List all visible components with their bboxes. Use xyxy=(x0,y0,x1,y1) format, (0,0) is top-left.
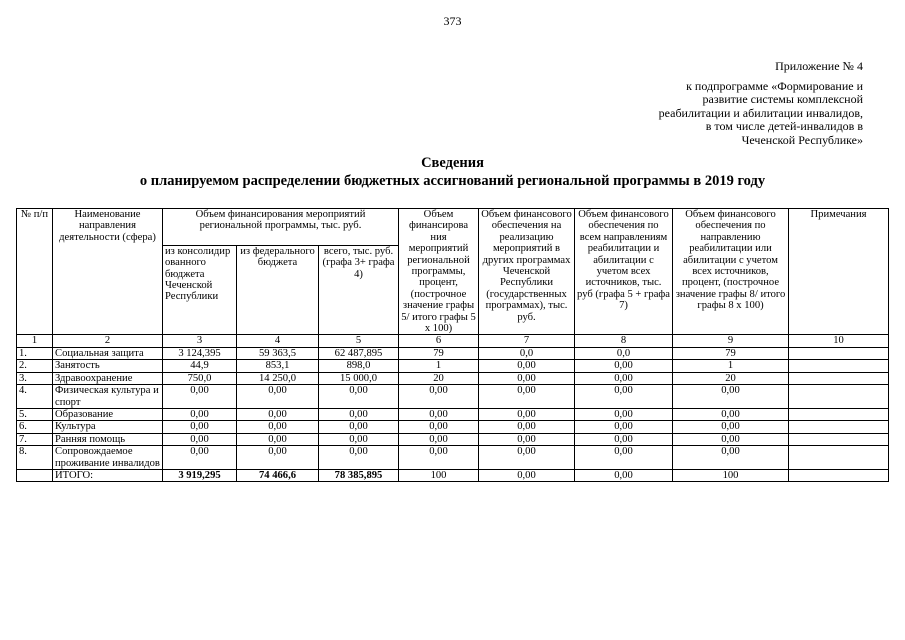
row-share: 0,00 xyxy=(399,433,479,445)
column-index-row xyxy=(17,335,889,347)
header-notes: Примечания xyxy=(789,209,889,335)
row-share: 0,00 xyxy=(399,408,479,420)
row-all: 0,00 xyxy=(575,446,673,470)
appendix-header xyxy=(659,60,863,147)
header-num: № п/п xyxy=(17,209,53,335)
total-label: ИТОГО: xyxy=(53,469,163,481)
appendix-number: Приложение № 4 xyxy=(775,59,863,73)
row-dir-share: 0,00 xyxy=(673,433,789,445)
row-federal: 0,00 xyxy=(237,421,319,433)
row-other: 0,00 xyxy=(479,385,575,409)
header-federal: из федерального бюджета xyxy=(237,245,319,335)
row-consolidated: 0,00 xyxy=(163,408,237,420)
row-num: 3. xyxy=(17,372,53,384)
row-num: 1. xyxy=(17,347,53,359)
row-dir-share: 20 xyxy=(673,372,789,384)
row-total: 898,0 xyxy=(319,360,399,372)
row-notes xyxy=(789,408,889,420)
row-all: 0,00 xyxy=(575,408,673,420)
row-consolidated: 750,0 xyxy=(163,372,237,384)
row-consolidated: 0,00 xyxy=(163,433,237,445)
row-federal: 0,00 xyxy=(237,446,319,470)
row-name: Культура xyxy=(53,421,163,433)
row-name: Ранняя помощь xyxy=(53,433,163,445)
row-notes xyxy=(789,360,889,372)
appendix-line: к подпрограмме «Формирование и xyxy=(686,78,863,93)
row-other: 0,00 xyxy=(479,421,575,433)
row-federal: 14 250,0 xyxy=(237,372,319,384)
row-other: 0,00 xyxy=(479,446,575,470)
total-dir-share: 100 xyxy=(673,469,789,481)
row-dir-share: 0,00 xyxy=(673,385,789,409)
row-num: 4. xyxy=(17,385,53,409)
row-federal: 0,00 xyxy=(237,408,319,420)
table-row xyxy=(17,385,889,409)
total-share: 100 xyxy=(399,469,479,481)
row-name: Здравоохранение xyxy=(53,372,163,384)
title-line-1: Сведения xyxy=(421,155,484,171)
row-federal: 0,00 xyxy=(237,385,319,409)
row-all: 0,00 xyxy=(575,372,673,384)
header-volume-group: Объем финансирования мероприятий региональной программы, тыс. руб. xyxy=(163,209,399,246)
appendix-line: реабилитации и абилитации инвалидов, xyxy=(658,105,863,120)
row-name: Занятость xyxy=(53,360,163,372)
row-dir-share: 79 xyxy=(673,347,789,359)
row-name: Образование xyxy=(53,408,163,420)
row-notes xyxy=(789,385,889,409)
appendix-line: Чеченской Республике» xyxy=(741,132,863,147)
index-cell: 1 xyxy=(17,335,53,347)
index-cell: 2 xyxy=(53,335,163,347)
index-cell: 5 xyxy=(319,335,399,347)
row-notes xyxy=(789,421,889,433)
row-name: Сопровождаемое проживание инвалидов xyxy=(53,446,163,470)
row-total: 0,00 xyxy=(319,421,399,433)
page-number: 373 xyxy=(443,14,462,28)
row-share: 20 xyxy=(399,372,479,384)
row-share: 0,00 xyxy=(399,421,479,433)
row-total: 0,00 xyxy=(319,385,399,409)
row-other: 0,00 xyxy=(479,433,575,445)
total-consolidated: 3 919,295 xyxy=(163,469,237,481)
total-num xyxy=(17,469,53,481)
header-total: всего, тыс. руб. (графа 3+ графа 4) xyxy=(319,245,399,335)
total-total: 78 385,895 xyxy=(319,469,399,481)
table-row xyxy=(17,347,889,359)
row-total: 62 487,895 xyxy=(319,347,399,359)
row-consolidated: 0,00 xyxy=(163,385,237,409)
title-line-2: о планируемом распределении бюджетных ассигнований региональной программы в 2019 году xyxy=(139,173,766,189)
row-other: 0,00 xyxy=(479,408,575,420)
appendix-line: в том числе детей-инвалидов в xyxy=(705,119,863,133)
row-all: 0,00 xyxy=(575,385,673,409)
table-row xyxy=(17,360,889,372)
header-name: Наименование направления деятельности (сфера) xyxy=(53,209,163,335)
total-all: 0,00 xyxy=(575,469,673,481)
header-consolidated: из консолидир ованного бюджета Чеченской Республики xyxy=(163,245,237,335)
total-federal: 74 466,6 xyxy=(237,469,319,481)
row-other: 0,00 xyxy=(479,360,575,372)
total-notes xyxy=(789,469,889,481)
row-dir-share: 0,00 xyxy=(673,408,789,420)
row-all: 0,00 xyxy=(575,433,673,445)
index-cell: 9 xyxy=(673,335,789,347)
row-num: 8. xyxy=(17,446,53,470)
row-num: 7. xyxy=(17,433,53,445)
header-share: Объем финансирова ния мероприятий региональной программы, процент, (построчное значение графы 5/ итого графы 5 х 100) xyxy=(399,209,479,335)
row-dir-share: 1 xyxy=(673,360,789,372)
row-all: 0,0 xyxy=(575,347,673,359)
row-consolidated: 3 124,395 xyxy=(163,347,237,359)
table-row xyxy=(17,421,889,433)
row-consolidated: 0,00 xyxy=(163,421,237,433)
row-name: Социальная защита xyxy=(53,347,163,359)
row-total: 0,00 xyxy=(319,433,399,445)
index-cell: 6 xyxy=(399,335,479,347)
index-cell: 4 xyxy=(237,335,319,347)
row-dir-share: 0,00 xyxy=(673,446,789,470)
row-share: 1 xyxy=(399,360,479,372)
table-row xyxy=(17,372,889,384)
row-total: 15 000,0 xyxy=(319,372,399,384)
header-all-directions: Объем финансового обеспечения по всем направлениям реабилитации и абилитации с учетом всех источников, тыс. руб (графа 5 + графа 7) xyxy=(575,209,673,335)
index-cell: 7 xyxy=(479,335,575,347)
table-row xyxy=(17,446,889,470)
header-other-programs: Объем финансового обеспечения на реализацию мероприятий в других программах Чеченской Республики (государственных программах), тыс. руб. xyxy=(479,209,575,335)
appendix-line: развитие системы комплексной xyxy=(702,92,863,106)
document-title xyxy=(0,154,905,190)
row-num: 2. xyxy=(17,360,53,372)
row-other: 0,00 xyxy=(479,372,575,384)
row-num: 5. xyxy=(17,408,53,420)
row-share: 0,00 xyxy=(399,385,479,409)
row-federal: 59 363,5 xyxy=(237,347,319,359)
row-consolidated: 0,00 xyxy=(163,446,237,470)
total-other: 0,00 xyxy=(479,469,575,481)
row-name: Физическая культура и спорт xyxy=(53,385,163,409)
total-row xyxy=(17,469,889,481)
row-share: 0,00 xyxy=(399,446,479,470)
row-notes xyxy=(789,347,889,359)
row-all: 0,00 xyxy=(575,360,673,372)
row-consolidated: 44,9 xyxy=(163,360,237,372)
row-notes xyxy=(789,433,889,445)
index-cell: 8 xyxy=(575,335,673,347)
row-other: 0,0 xyxy=(479,347,575,359)
index-cell: 10 xyxy=(789,335,889,347)
row-federal: 853,1 xyxy=(237,360,319,372)
budget-table xyxy=(16,208,889,482)
table-row xyxy=(17,433,889,445)
row-total: 0,00 xyxy=(319,408,399,420)
row-federal: 0,00 xyxy=(237,433,319,445)
table-row xyxy=(17,408,889,420)
row-notes xyxy=(789,446,889,470)
row-share: 79 xyxy=(399,347,479,359)
header-direction-share: Объем финансового обеспечения по направлению реабилитации или абилитации с учетом всех источников, процент, (построчное значение графы 8/ итого графы 8 х 100) xyxy=(673,209,789,335)
row-dir-share: 0,00 xyxy=(673,421,789,433)
row-notes xyxy=(789,372,889,384)
row-all: 0,00 xyxy=(575,421,673,433)
row-total: 0,00 xyxy=(319,446,399,470)
row-num: 6. xyxy=(17,421,53,433)
index-cell: 3 xyxy=(163,335,237,347)
